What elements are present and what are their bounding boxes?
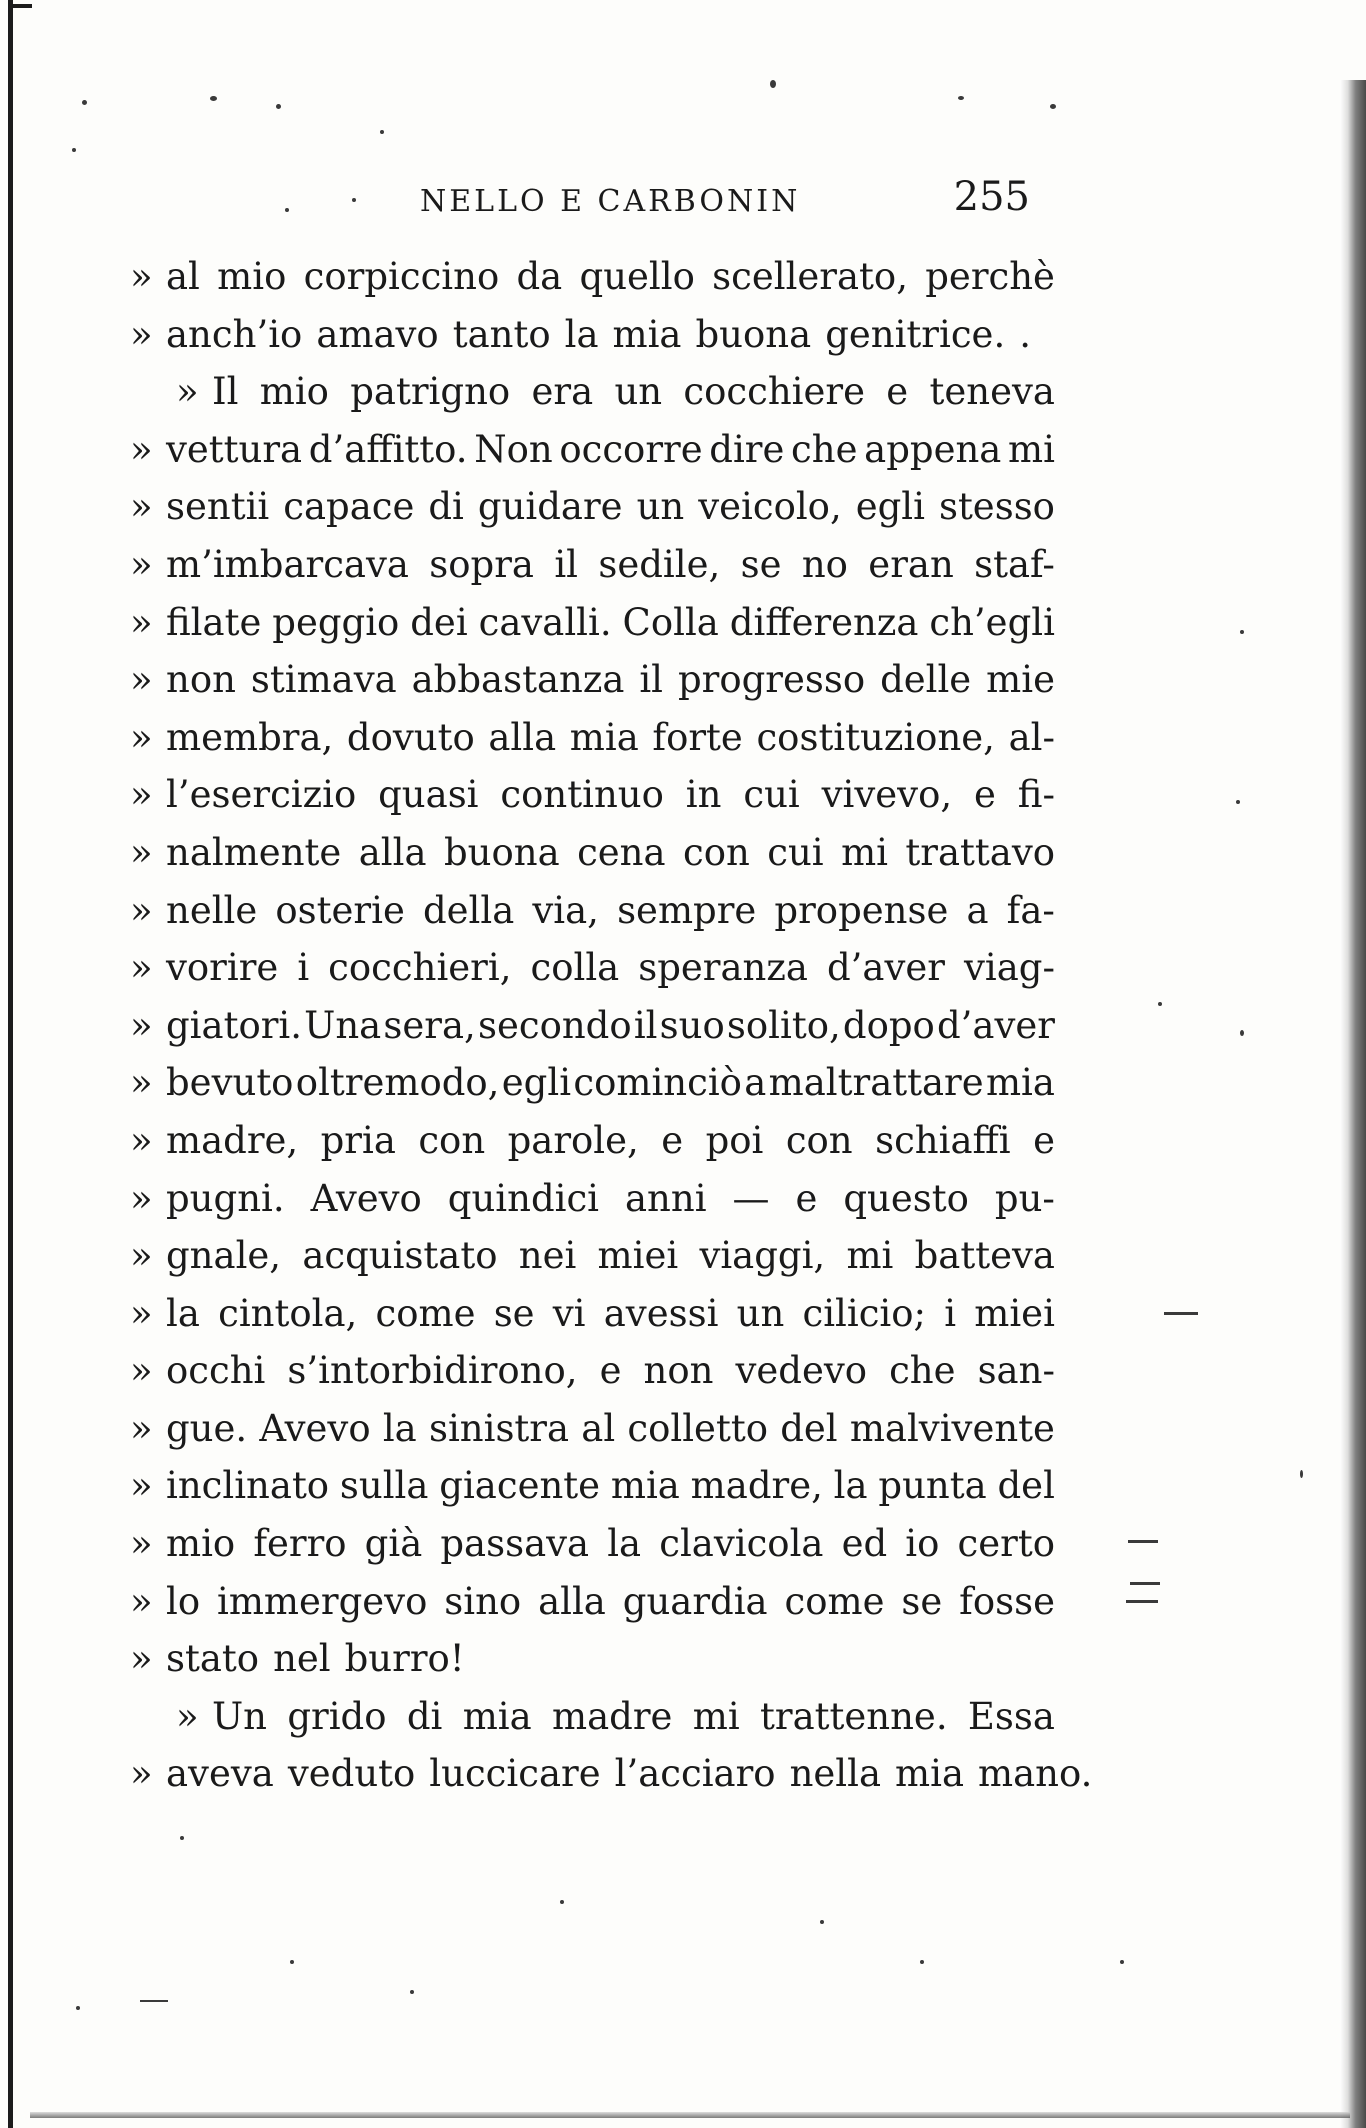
quote-mark: » [130, 1061, 153, 1105]
text-line [130, 1688, 1055, 1746]
text-line [130, 1745, 1093, 1803]
text-line [130, 1285, 1055, 1343]
quote-mark: » [130, 1406, 153, 1450]
scan-speck [1050, 104, 1056, 109]
text-line [130, 997, 1055, 1055]
binding-tick [8, 4, 32, 8]
scan-mark [1130, 1582, 1160, 1585]
text-line [130, 1227, 1055, 1285]
scan-speck [1120, 1960, 1124, 1964]
scan-speck [820, 1920, 824, 1924]
line-text: giatori. Una sera, secondo il suo solito, dopo d’aver [166, 1003, 1055, 1047]
text-line [130, 766, 1055, 824]
quote-mark: » [130, 1234, 153, 1278]
text-line [130, 306, 1055, 364]
scan-speck [958, 96, 964, 100]
line-text: bevuto oltremodo, egli cominciò a maltrattare mia [166, 1061, 1055, 1105]
line-text: nelle osterie della via, sempre propense a fa- [166, 888, 1055, 932]
quote-mark: » [130, 1349, 153, 1393]
quote-mark: » [130, 1579, 153, 1623]
running-head [160, 170, 1040, 230]
line-text: vorire i cocchieri, colla speranza d’aver viag- [166, 946, 1055, 990]
quote-mark: » [130, 1522, 153, 1566]
scan-speck [1240, 1030, 1244, 1036]
line-text: nalmente alla buona cena con cui mi trattavo [166, 830, 1055, 874]
quote-mark: » [130, 1003, 153, 1047]
scan-speck [290, 1960, 294, 1964]
scan-speck [210, 96, 217, 101]
line-text: gue. Avevo la sinistra al colletto del malvivente [166, 1406, 1055, 1450]
line-text: aveva veduto luccicare l’acciaro nella mia mano. [166, 1752, 1093, 1796]
quote-mark: » [130, 485, 153, 529]
scan-speck [410, 1990, 414, 1994]
text-line [130, 651, 1055, 709]
text-line [130, 824, 1055, 882]
page-number: 255 [953, 174, 1030, 220]
gutter-shadow [1340, 80, 1366, 2128]
quote-mark: » [130, 830, 153, 874]
line-text: vettura d’affitto. Non occorre dire che appena mi [166, 427, 1055, 471]
text-line [130, 1170, 1055, 1228]
scan-speck [72, 148, 76, 152]
line-text: madre, pria con parole, e poi con schiaffi e [166, 1118, 1055, 1162]
line-text: membra, dovuto alla mia forte costituzione, al- [166, 715, 1055, 759]
text-line [130, 1342, 1055, 1400]
scan-mark [1126, 1600, 1158, 1603]
line-text: Il mio patrigno era un cocchiere e teneva [212, 370, 1055, 414]
scan-speck [920, 1960, 924, 1964]
binding-rule [8, 0, 13, 2128]
text-line [130, 478, 1055, 536]
text-line [130, 1515, 1055, 1573]
scan-speck [1300, 1470, 1303, 1478]
running-title: NELLO E CARBONIN [420, 184, 801, 219]
text-line [130, 1457, 1055, 1515]
scan-mark [1128, 1540, 1158, 1543]
text-line [130, 1630, 1055, 1688]
quote-mark: » [130, 888, 153, 932]
scan-speck [1158, 1002, 1162, 1006]
scan-speck [82, 100, 87, 105]
scan-speck [180, 1836, 184, 1840]
line-text: occhi s’intorbidirono, e non vedevo che san- [166, 1349, 1055, 1393]
quote-mark: » [176, 370, 199, 414]
line-text: gnale, acquistato nei miei viaggi, mi batteva [166, 1234, 1055, 1278]
quote-mark: » [130, 312, 153, 356]
quote-mark: » [130, 1291, 153, 1335]
text-line [130, 248, 1055, 306]
scan-speck [276, 104, 281, 109]
text-line [130, 939, 1055, 997]
line-text: la cintola, come se vi avessi un cilicio; i miei [166, 1291, 1055, 1335]
text-line [130, 594, 1055, 652]
line-text: filate peggio dei cavalli. Colla differenza ch’egli [166, 600, 1055, 644]
line-text: non stimava abbastanza il progresso delle mie [166, 658, 1055, 702]
quote-mark: » [130, 1464, 153, 1508]
text-line [130, 536, 1055, 594]
quote-mark: » [130, 1637, 153, 1681]
line-text: Un grido di mia madre mi trattenne. Essa [212, 1694, 1055, 1738]
line-text: lo immergevo sino alla guardia come se fosse [166, 1579, 1055, 1623]
line-text: stato nel burro! [166, 1637, 465, 1681]
scan-speck [1236, 800, 1240, 804]
quote-mark: » [130, 542, 153, 586]
text-line [130, 882, 1055, 940]
quote-mark: » [130, 773, 153, 817]
line-text: al mio corpiccino da quello scellerato, perchè [166, 255, 1055, 298]
scan-speck [380, 130, 384, 134]
line-text: sentii capace di guidare un veicolo, egli stesso [166, 485, 1055, 529]
page-bottom-edge [30, 2112, 1350, 2118]
scan-speck [560, 1900, 564, 1904]
quote-mark: » [130, 658, 153, 702]
quote-mark: » [130, 1752, 153, 1796]
scan-speck [1240, 630, 1244, 634]
line-text: anch’io amavo tanto la mia buona genitrice. . [166, 312, 1031, 356]
scan-mark [1164, 1312, 1198, 1315]
text-line [130, 1054, 1055, 1112]
line-text: m’imbarcava sopra il sedile, se no eran staf- [166, 542, 1055, 586]
text-line [130, 1112, 1055, 1170]
quote-mark: » [130, 427, 153, 471]
body-text [130, 248, 1093, 1803]
scan-speck [76, 2006, 80, 2010]
line-text: inclinato sulla giacente mia madre, la punta del [166, 1464, 1055, 1508]
quote-mark: » [130, 1118, 153, 1162]
text-line [130, 363, 1055, 421]
scan-speck [770, 80, 776, 88]
quote-mark: » [130, 946, 153, 990]
quote-mark: » [130, 255, 153, 298]
text-line [130, 1400, 1055, 1458]
scan-mark [140, 2000, 168, 2002]
line-text: pugni. Avevo quindici anni — e questo pu- [166, 1176, 1055, 1220]
text-line [130, 709, 1055, 767]
line-text: l’esercizio quasi continuo in cui vivevo, e fi- [166, 773, 1055, 817]
quote-mark: » [130, 715, 153, 759]
line-text: mio ferro già passava la clavicola ed io certo [166, 1522, 1055, 1566]
text-line [130, 1573, 1055, 1631]
quote-mark: » [130, 1176, 153, 1220]
quote-mark: » [176, 1694, 199, 1738]
text-line [130, 421, 1055, 479]
quote-mark: » [130, 600, 153, 644]
